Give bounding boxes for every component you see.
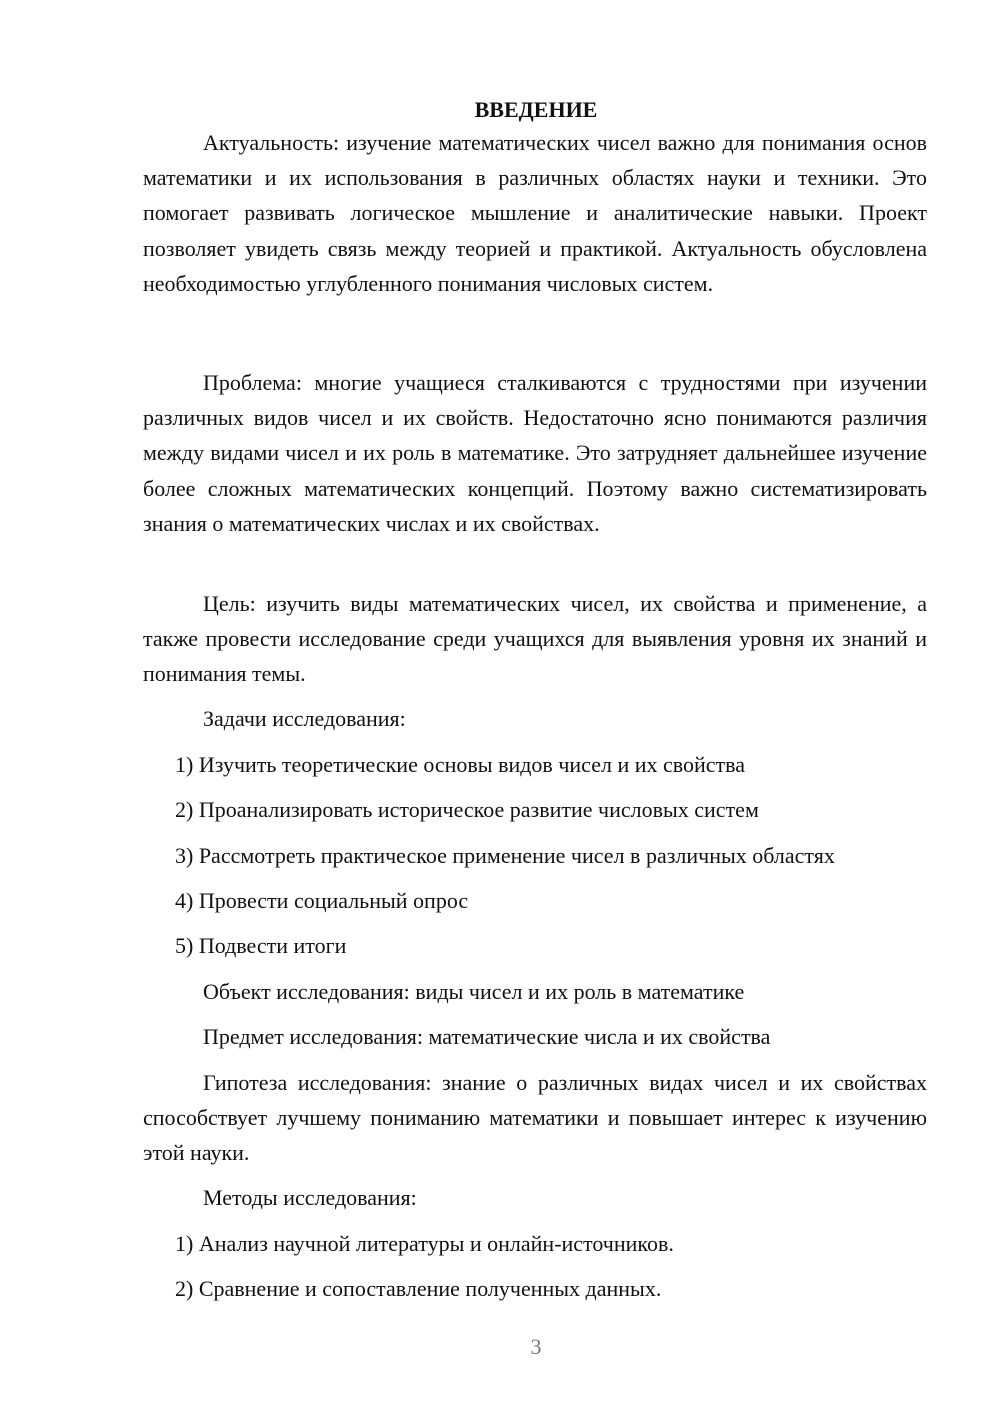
- task-item: 5) Подвести итоги: [175, 933, 347, 958]
- tasks-heading: Задачи исследования:: [203, 706, 406, 731]
- research-object: Объект исследования: виды чисел и их роль в математике: [203, 979, 745, 1004]
- methods-heading: Методы исследования:: [203, 1185, 417, 1210]
- method-item: 1) Анализ научной литературы и онлайн-источников.: [175, 1231, 674, 1256]
- research-subject: Предмет исследования: математические числа и их свойства: [203, 1024, 771, 1049]
- task-item: 4) Провести социальный опрос: [175, 888, 469, 913]
- task-item: 2) Проанализировать историческое развитие числовых систем: [175, 797, 759, 822]
- task-item: 3) Рассмотреть практическое применение чисел в различных областях: [175, 843, 835, 868]
- task-item: 1) Изучить теоретические основы видов чисел и их свойства: [175, 752, 746, 777]
- hypothesis-paragraph: Гипотеза исследования: знание о различных видах чисел и их свойствах способствует лучшему пониманию математики и повышает интерес к изучению этой науки.: [143, 1070, 927, 1166]
- problem-paragraph: Проблема: многие учащиеся сталкиваются с трудностями при изучении различных видов чисел и их свойств. Недостаточно ясно понимаются различия между видами чисел и их роль в математике. Это затрудняет дальнейшее изучение более сложных математических концепций. Поэтому важно систематизировать знания о математических числах и их свойствах.: [143, 370, 927, 536]
- page-number: 3: [530, 1334, 542, 1359]
- goal-paragraph: Цель: изучить виды математических чисел, их свойства и применение, а также провести исследование среди учащихся для выявления уровня их знаний и понимания темы.: [143, 591, 927, 687]
- relevance-paragraph: Актуальность: изучение математических чисел важно для понимания основ математики и их использования в различных областях науки и техники. Это помогает развивать логическое мышление и аналитические навыки. Проект позволяет увидеть связь между теорией и практикой. Актуальность обусловлена необходимостью углубленного понимания числовых систем.: [143, 130, 927, 296]
- page-title: ВВЕДЕНИЕ: [474, 97, 598, 122]
- method-item: 2) Сравнение и сопоставление полученных данных.: [175, 1276, 662, 1301]
